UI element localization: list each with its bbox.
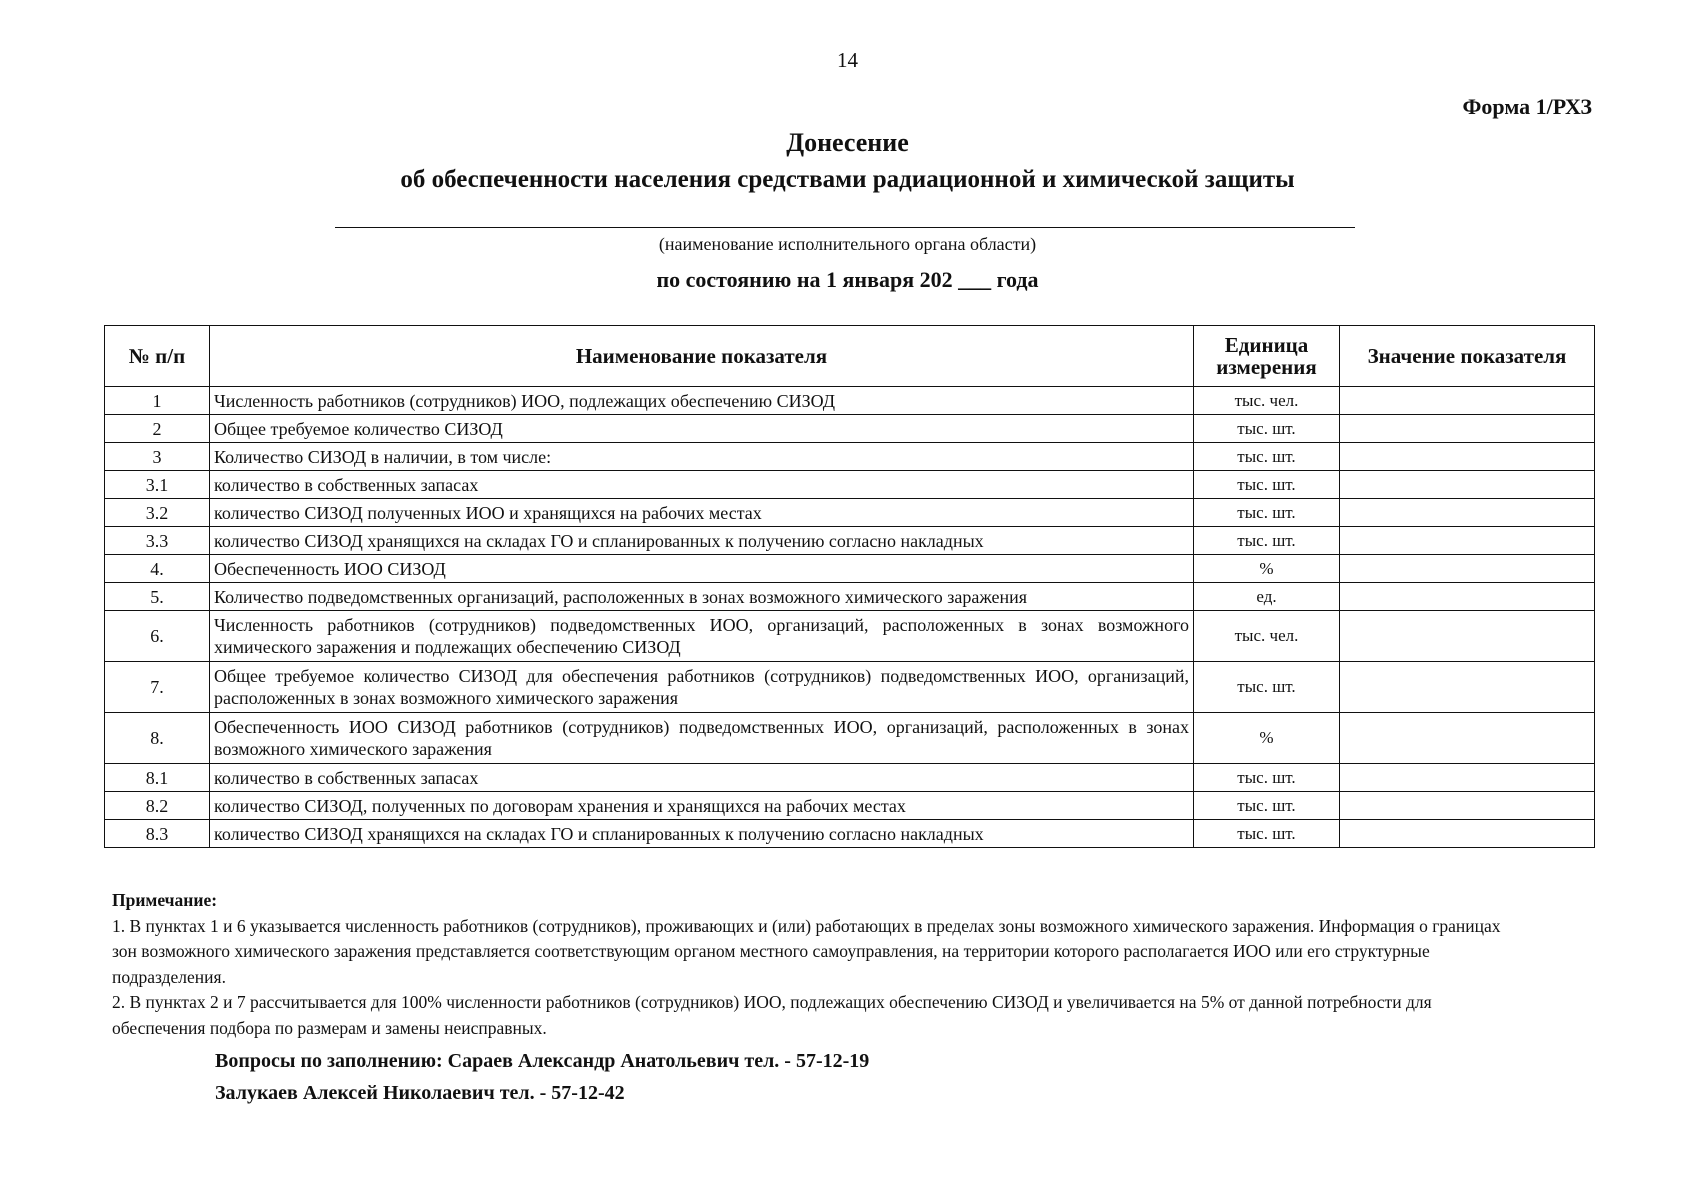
contact-line-1: Вопросы по заполнению: Сараев Александр Анатольевич тел. - 57-12-19 [215,1050,870,1072]
row-value[interactable] [1340,555,1595,583]
row-num: 1 [105,387,210,415]
table-row [105,527,1595,555]
row-value[interactable] [1340,415,1595,443]
row-name: Численность работников (сотрудников) подведомственных ИОО, организаций, расположенных в зонах возможного химического заражения и подлежащих обеспечению СИЗОД [210,611,1194,662]
row-value[interactable] [1340,662,1595,713]
row-unit: тыс. шт. [1194,499,1340,527]
row-unit: тыс. шт. [1194,415,1340,443]
table-row [105,583,1595,611]
contact-line-2: Залукаев Алексей Николаевич тел. - 57-12-42 [215,1082,625,1104]
row-unit: % [1194,713,1340,764]
table-row [105,792,1595,820]
notes-heading: Примечание: [112,890,218,910]
row-unit: тыс. шт. [1194,764,1340,792]
table-row [105,611,1595,662]
row-name: Общее требуемое количество СИЗОД для обеспечения работников (сотрудников) подведомственных ИОО, организаций, расположенных в зонах возможного химического заражения [210,662,1194,713]
row-name: Количество подведомственных организаций, расположенных в зонах возможного химического заражения [210,583,1194,611]
header-value: Значение показателя [1340,326,1595,387]
table-row [105,415,1595,443]
row-unit: тыс. шт. [1194,527,1340,555]
header-num: № п/п [105,326,210,387]
row-num: 7. [105,662,210,713]
row-unit: тыс. шт. [1194,820,1340,848]
as-of-date: по состоянию на 1 января 202 ___ года [656,267,1039,292]
note-1: 1. В пунктах 1 и 6 указывается численность работников (сотрудников), проживающих и (или) работающих в пределах зоны возможного химического заражения. Информация о границах зон возможного химического заражения представляется соответствующим органом местного самоуправления, на территории которого располагается ИОО или его структурные подразделения. [112,915,1501,987]
row-num: 3.2 [105,499,210,527]
table-row [105,662,1595,713]
row-unit: тыс. шт. [1194,662,1340,713]
document-subtitle: об обеспеченности населения средствами радиационной и химической защиты [400,166,1295,193]
header-unit: Единица измерения [1194,326,1340,387]
table-row [105,443,1595,471]
table-row [105,764,1595,792]
notes-section [112,888,1512,1041]
row-unit: тыс. шт. [1194,471,1340,499]
row-name: количество в собственных запасах [210,471,1194,499]
page-number: 14 [837,48,858,72]
row-value[interactable] [1340,443,1595,471]
table-header-row [105,326,1595,387]
row-num: 5. [105,583,210,611]
row-num: 3 [105,443,210,471]
row-name: Общее требуемое количество СИЗОД [210,415,1194,443]
row-value[interactable] [1340,527,1595,555]
row-name: количество СИЗОД, полученных по договорам хранения и хранящихся на рабочих местах [210,792,1194,820]
row-name: Обеспеченность ИОО СИЗОД работников (сотрудников) подведомственных ИОО, организаций, расположенных в зонах возможного химического заражения [210,713,1194,764]
row-name: количество СИЗОД хранящихся на складах ГО и спланированных к получению согласно накладных [210,527,1194,555]
contacts-section [215,1045,869,1109]
row-value[interactable] [1340,611,1595,662]
note-2: 2. В пунктах 2 и 7 рассчитывается для 100% численности работников (сотрудников) ИОО, подлежащих обеспечению СИЗОД и увеличивается на 5% от данной потребности для обеспечения подбора по размерам и замены неисправных. [112,992,1432,1038]
row-num: 2 [105,415,210,443]
row-num: 8.2 [105,792,210,820]
row-unit: тыс. шт. [1194,792,1340,820]
row-num: 3.3 [105,527,210,555]
row-name: Количество СИЗОД в наличии, в том числе: [210,443,1194,471]
row-num: 8.1 [105,764,210,792]
row-value[interactable] [1340,792,1595,820]
row-value[interactable] [1340,820,1595,848]
organization-name-line [335,227,1355,228]
row-value[interactable] [1340,471,1595,499]
row-name: количество СИЗОД хранящихся на складах ГО и спланированных к получению согласно накладных [210,820,1194,848]
row-num: 4. [105,555,210,583]
row-name: количество в собственных запасах [210,764,1194,792]
row-unit: ед. [1194,583,1340,611]
row-num: 8. [105,713,210,764]
table-row [105,387,1595,415]
organization-caption: (наименование исполнительного органа области) [658,234,1037,254]
row-unit: тыс. чел. [1194,611,1340,662]
row-unit: тыс. чел. [1194,387,1340,415]
document-title: Донесение [786,128,909,157]
indicators-table [104,325,1595,848]
row-unit: % [1194,555,1340,583]
row-unit: тыс. шт. [1194,443,1340,471]
row-num: 8.3 [105,820,210,848]
table-row [105,471,1595,499]
table-row [105,713,1595,764]
table-row [105,499,1595,527]
row-num: 3.1 [105,471,210,499]
header-name: Наименование показателя [210,326,1194,387]
row-value[interactable] [1340,713,1595,764]
row-value[interactable] [1340,387,1595,415]
row-name: Численность работников (сотрудников) ИОО, подлежащих обеспечению СИЗОД [210,387,1194,415]
table-row [105,555,1595,583]
row-value[interactable] [1340,499,1595,527]
table-row [105,820,1595,848]
row-name: Обеспеченность ИОО СИЗОД [210,555,1194,583]
row-name: количество СИЗОД полученных ИОО и хранящихся на рабочих местах [210,499,1194,527]
row-num: 6. [105,611,210,662]
form-label: Форма 1/РХЗ [1462,94,1592,119]
row-value[interactable] [1340,583,1595,611]
row-value[interactable] [1340,764,1595,792]
